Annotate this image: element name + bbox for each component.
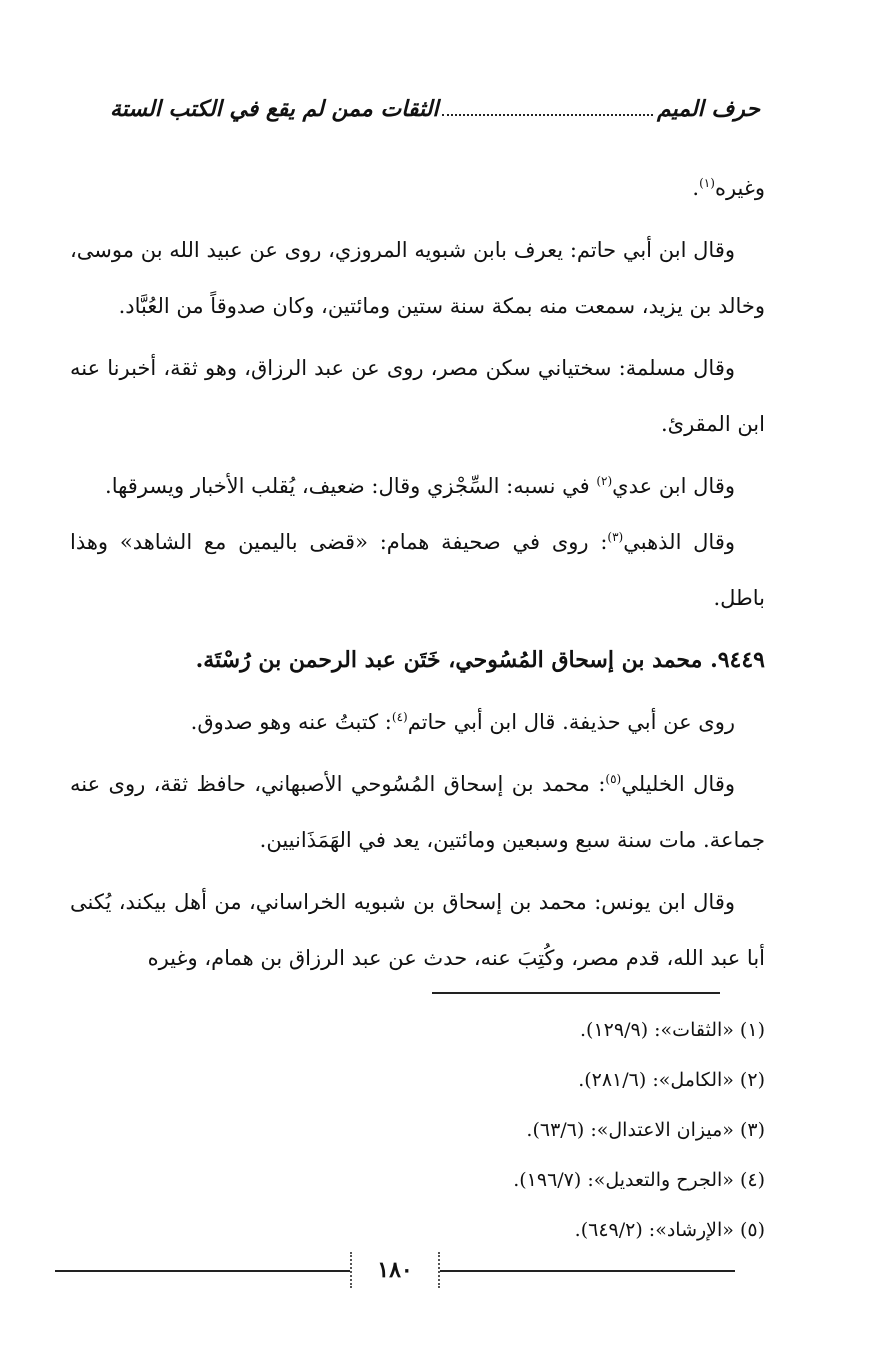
paragraph-7-text-b: : محمد بن إسحاق المُسُوحي الأصبهاني، حافظ ثقة، روى عنه جماعة. مات سنة سبع وسبعين ومائتين، يعد في الهَمَذَانيين. <box>70 772 765 852</box>
paragraph-1 <box>70 160 765 216</box>
footnote-5: (٥) «الإرشاد»: (٦٤٩/٢). <box>574 1219 765 1241</box>
footnote-separator <box>432 992 720 994</box>
paragraph-4-text-a: وقال ابن عدي <box>612 474 735 498</box>
footnote-2: (٢) «الكامل»: (٢٨١/٦). <box>578 1069 765 1091</box>
footnote-ref-4: (٤) <box>391 710 408 724</box>
entry-heading: ٩٤٤٩. محمد بن إسحاق المُسُوحي، خَتَن عبد الرحمن بن رُسْتَة. <box>195 647 765 673</box>
paragraph-2: وقال ابن أبي حاتم: يعرف بابن شبويه المروزي، روى عن عبيد الله بن موسى، وخالد بن يزيد، سمعت منه بمكة سنة ستين ومائتين، وكان صدوقاً من العُبَّاد. <box>70 238 765 318</box>
header-leader-dots <box>442 96 653 116</box>
page-number: ١٨٠ <box>350 1252 440 1288</box>
paragraph-5 <box>70 514 765 626</box>
paragraph-4-text-b: في نسبه: السِّجْزي وقال: ضعيف، يُقلب الأخبار ويسرقها. <box>105 474 597 498</box>
footnote-3: (٣) «ميزان الاعتدال»: (٦٣/٦). <box>526 1119 765 1141</box>
paragraph-6-text-a: روى عن أبي حذيفة. قال ابن أبي حاتم <box>407 710 735 734</box>
footnote-ref-5: (٥) <box>605 772 622 786</box>
footnote-4: (٤) «الجرح والتعديل»: (١٩٦/٧). <box>513 1169 765 1191</box>
footnote-ref-2: (٢) <box>596 474 613 488</box>
paragraph-1-end: . <box>692 176 700 200</box>
footnote-1: (١) «الثقات»: (١٢٩/٩). <box>580 1019 765 1041</box>
main-text <box>70 160 765 992</box>
paragraph-1-text: وغيره <box>714 176 765 200</box>
paragraph-5-text-b: : روى في صحيفة همام: «قضى باليمين مع الشاهد» وهذا باطل. <box>70 530 765 610</box>
footnote-ref-1: (١) <box>699 176 715 190</box>
paragraph-3: وقال مسلمة: سختياني سكن مصر، روى عن عبد الرزاق، وهو ثقة، أخبرنا عنه ابن المقرئ. <box>70 356 765 436</box>
paragraph-6-text-b: : كتبتُ عنه وهو صدوق. <box>190 710 392 734</box>
paragraph-4 <box>70 458 765 514</box>
footnote-ref-3: (٣) <box>607 530 624 544</box>
header-book-title: الثقات ممن لم يقع في الكتب الستة <box>110 96 439 122</box>
paragraph-6 <box>70 694 765 750</box>
footnotes <box>200 1005 765 1255</box>
paragraph-7-text-a: وقال الخليلي <box>621 772 735 796</box>
paragraph-5-text-a: وقال الذهبي <box>623 530 736 554</box>
paragraph-8: وقال ابن يونس: محمد بن إسحاق بن شبويه الخراساني، من أهل بيكند، يُكنى أبا عبد الله، قدم مصر، وكُتِبَ عنه، حدث عن عبد الرزاق بن همام، وغيره <box>70 890 765 970</box>
header-chapter: حرف الميم <box>656 96 760 122</box>
running-header <box>110 96 760 136</box>
paragraph-7 <box>70 756 765 868</box>
